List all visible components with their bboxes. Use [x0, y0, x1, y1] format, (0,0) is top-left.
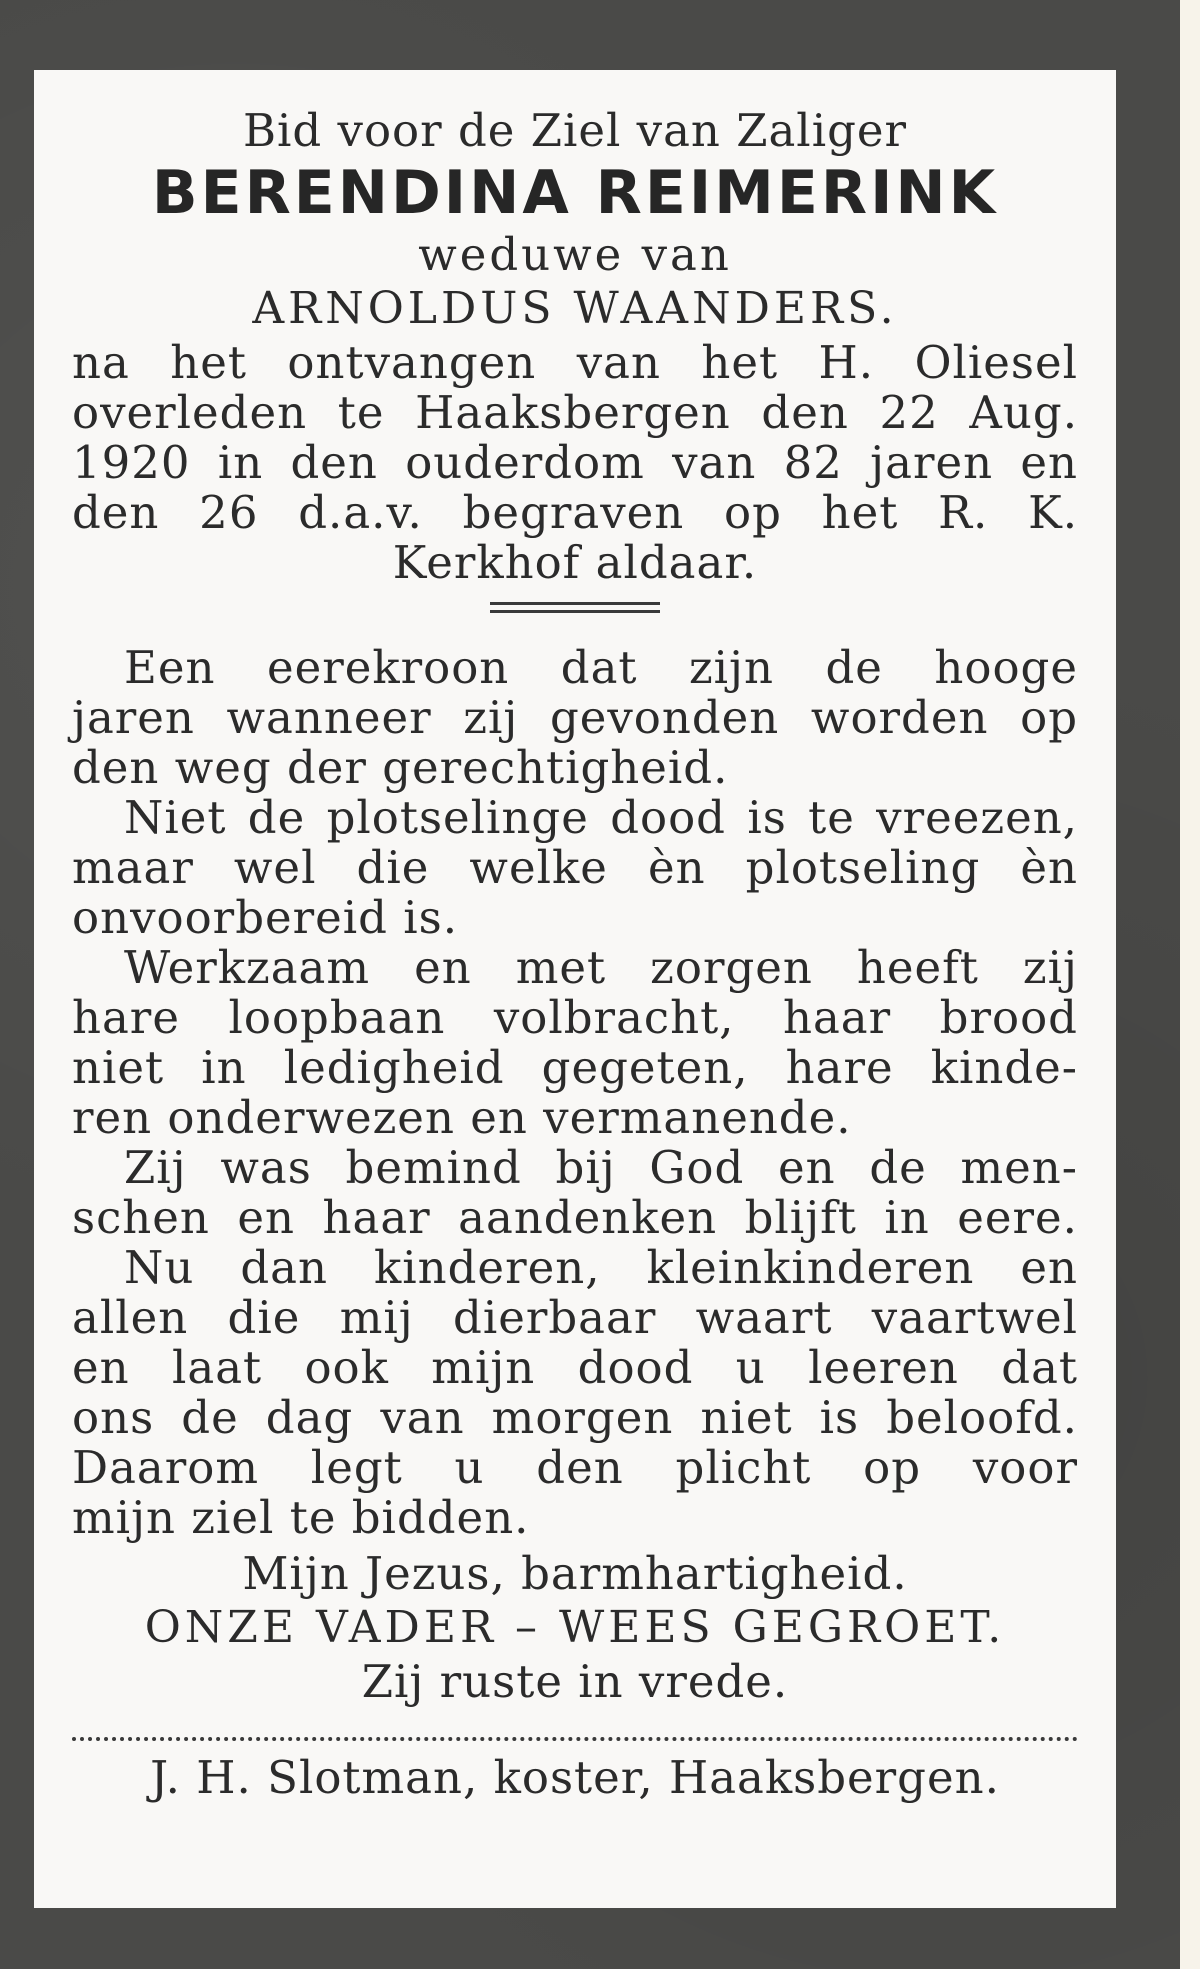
spouse-name: ARNOLDUS WAANDERS.: [252, 283, 898, 334]
verse-line: schen en haar aandenken blijft in eere.: [72, 1191, 1078, 1244]
verse-4: [72, 1143, 1078, 1243]
prayer-line: Bid voor de Ziel van Zaliger: [242, 104, 908, 157]
verse-line: allen die mij dierbaar waart vaartwel: [72, 1291, 1078, 1344]
verse-line: Een eerekroon dat zijn de hooge: [124, 641, 1078, 694]
verse-5: [72, 1243, 1078, 1543]
printer-credit: J. H. Slotman, koster, Haaksbergen.: [150, 1751, 1000, 1804]
death-notice-line: Kerkhof aldaar.: [392, 536, 758, 589]
memorial-card: [34, 70, 1116, 1908]
verse-1: [72, 643, 1078, 793]
deceased-name: BERENDINA REIMERINK: [151, 158, 999, 228]
verse-line: ons de dag van morgen niet is beloofd.: [72, 1391, 1078, 1444]
verse-line: Werkzaam en met zorgen heeft zij: [124, 941, 1078, 994]
rest-in-peace: Zij ruste in vrede.: [361, 1655, 789, 1708]
verse-line: mijn ziel te bidden.: [72, 1491, 530, 1544]
verse-line: en laat ook mijn dood u leeren dat: [72, 1341, 1078, 1394]
verse-line: niet in ledigheid gegeten, hare kinde-: [72, 1041, 1078, 1094]
death-notice-line: den 26 d.a.v. begraven op het R. K.: [72, 486, 1078, 539]
verse-3: [72, 943, 1078, 1143]
verse-line: jaren wanneer zij gevonden worden op: [72, 691, 1078, 744]
verse-line: Zij was bemind bij God en de men-: [124, 1141, 1078, 1194]
dotted-rule: [72, 1737, 1078, 1741]
scan-edge: [1180, 0, 1200, 1969]
invocation: Mijn Jezus, barmhartigheid.: [242, 1547, 908, 1600]
double-rule-divider: [490, 602, 660, 613]
death-notice-line: 1920 in den ouderdom van 82 jaren en: [72, 436, 1078, 489]
verse-2: [72, 793, 1078, 943]
verse-line: Nu dan kinderen, kleinkinderen en: [124, 1241, 1078, 1294]
verse-line: Daarom legt u den plicht op voor: [72, 1441, 1078, 1494]
verse-line: ren onderwezen en vermanende.: [72, 1091, 852, 1144]
verse-line: maar wel die welke èn plotseling èn: [72, 841, 1078, 894]
death-notice: [72, 338, 1078, 588]
verse-line: onvoorbereid is.: [72, 891, 459, 944]
verse-line: den weg der gerechtigheid.: [72, 741, 729, 794]
death-notice-line: overleden te Haaksbergen den 22 Aug.: [72, 386, 1078, 439]
death-notice-line: na het ontvangen van het H. Oliesel: [72, 336, 1078, 389]
prayer-names: ONZE VADER – WEES GEGROET.: [144, 1602, 1006, 1653]
verse-line: Niet de plotselinge dood is te vreezen,: [124, 791, 1078, 844]
relation-line: weduwe van: [418, 228, 732, 281]
verse-line: hare loopbaan volbracht, haar brood: [72, 991, 1078, 1044]
